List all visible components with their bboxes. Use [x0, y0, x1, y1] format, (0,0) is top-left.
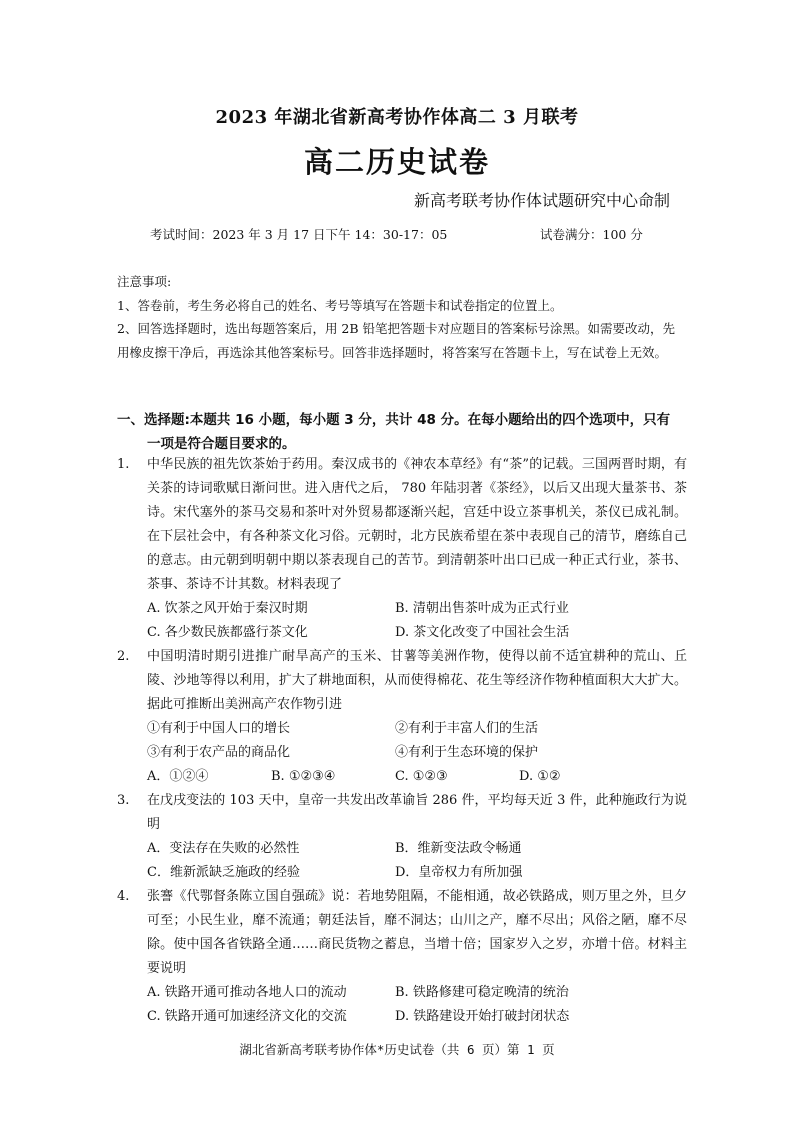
option-c: C. 各少数民族都盛行茶文化: [147, 625, 308, 640]
option-d: D. 铁路建设开始打破封闭状态: [395, 1009, 570, 1024]
option-row: [147, 837, 687, 861]
notes-title: 注意事项:: [117, 274, 172, 289]
paper-maker: 新高考联考协作体试题研究中心命制: [413, 191, 670, 210]
option-a: A．①②④: [147, 769, 209, 784]
option-d: D. ①②: [519, 769, 561, 784]
notes-item: 2、回答选择题时，选出每题答案后，用 2B 铅笔把答题卡对应题目的答案标号涂黑。如需要改动，先用橡皮擦干净后，再选涂其他答案标号。回答非选择题时，将答案写在答题卡上，写在试卷上无效。: [117, 321, 676, 360]
option-c: C. ①②③: [395, 769, 448, 784]
question-number: 4.: [117, 889, 130, 904]
question-stem: 张謇《代鄂督条陈立国自强疏》说：若地势阻隔，不能相通，故必铁路成，则万里之外，旦夕可至；小民生业，靡不流通；朝廷法旨，靡不洞达；山川之产，靡不尽出；风俗之陋，靡不尽除。使中国各省铁路全通……商民货物之蓄息，当增十倍；国家岁入之岁，亦增十倍。材料主要说明: [147, 889, 687, 976]
question-2: [117, 645, 687, 789]
option-b: B. 清朝出售茶叶成为正式行业: [395, 601, 569, 616]
option-row: [147, 861, 687, 885]
option-row: [147, 621, 687, 645]
option-row: [147, 597, 687, 621]
option-c: C．维新派缺乏施政的经验: [147, 865, 300, 880]
statement-1: ①有利于中国人口的增长: [147, 721, 291, 736]
statement-4: ④有利于生态环境的保护: [395, 745, 539, 760]
exam-time: 考试时间：2023 年 3 月 17 日下午 14：30-17：05: [150, 227, 448, 242]
option-b: B. ①②③④: [271, 769, 336, 784]
statement-row: [147, 741, 687, 765]
option-row: [147, 765, 687, 789]
notes-block: [117, 270, 684, 364]
question-number: 3.: [117, 793, 130, 808]
statement-3: ③有利于农产品的商品化: [147, 745, 291, 760]
option-row: [147, 1005, 687, 1029]
question-number: 2.: [117, 649, 130, 664]
option-a: A．变法存在失败的必然性: [147, 841, 300, 856]
option-c: C. 铁路开通可加速经济文化的交流: [147, 1009, 347, 1024]
section-heading: [117, 408, 687, 456]
question-number: 1.: [117, 457, 130, 472]
option-a: A. 饮茶之风开始于秦汉时期: [147, 601, 308, 616]
option-d: D．皇帝权力有所加强: [395, 865, 523, 880]
section-heading-line: 一项是符合题目要求的。: [147, 436, 296, 452]
exam-score: 试卷满分：100 分: [540, 227, 643, 242]
section-heading-line: 一、选择题:本题共 16 小题，每小题 3 分，共计 48 分。在每小题给出的四个选项中，只有: [117, 412, 671, 428]
question-stem: 中华民族的祖先饮茶始于药用。秦汉成书的《神农本草经》有“茶”的记载。三国两晋时期，有关茶的诗词歌赋日渐问世。进入唐代之后， 780 年陆羽著《茶经》，以后又出现大量茶书、茶诗。宋代塞外的茶马交易和茶叶对外贸易都逐渐兴起，宫廷中设立茶事机关，茶仪已成礼制。在下层社会中，有各种茶文化习俗。元朝时，北方民族希望在茶中表现自己的清节，磨练自己的意志。由元朝到明朝中期以茶表现自己的苦节。到清朝茶叶出口已成一种正式行业，茶书、茶事、茶诗不计其数。材料表现了: [147, 457, 687, 592]
paper-subtitle: 高二历史试卷: [303, 145, 490, 179]
question-stem: 在戊戌变法的 103 天中，皇帝一共发出改革谕旨 286 件，平均每天近 3 件，此种施政行为说明: [147, 793, 687, 832]
page-footer: 湖北省新高考联考协作体*历史试卷（共 6 页）第 1 页: [239, 1042, 555, 1057]
option-d: D. 茶文化改变了中国社会生活: [395, 625, 570, 640]
statement-row: [147, 717, 687, 741]
option-a: A. 铁路开通可推动各地人口的流动: [147, 985, 347, 1000]
exam-title: 2023 年湖北省新高考协作体高二 3 月联考: [215, 107, 579, 128]
question-3: [117, 789, 687, 885]
question-1: [117, 453, 687, 645]
notes-item: 1、答卷前，考生务必将自己的姓名、考号等填写在答题卡和试卷指定的位置上。: [117, 297, 563, 313]
option-b: B．维新变法政令畅通: [395, 841, 522, 856]
question-stem: 中国明清时期引进推广耐旱高产的玉米、甘薯等美洲作物，使得以前不适宜耕种的荒山、丘陵、沙地等得以利用，扩大了耕地面积，从而使得棉花、花生等经济作物种植面积大大扩大。据此可推断出美洲高产农作物引进: [147, 649, 687, 712]
option-row: [147, 981, 687, 1005]
option-b: B. 铁路修建可稳定晚清的统治: [395, 985, 569, 1000]
statement-2: ②有利于丰富人们的生活: [395, 721, 539, 736]
question-4: [117, 885, 687, 1029]
